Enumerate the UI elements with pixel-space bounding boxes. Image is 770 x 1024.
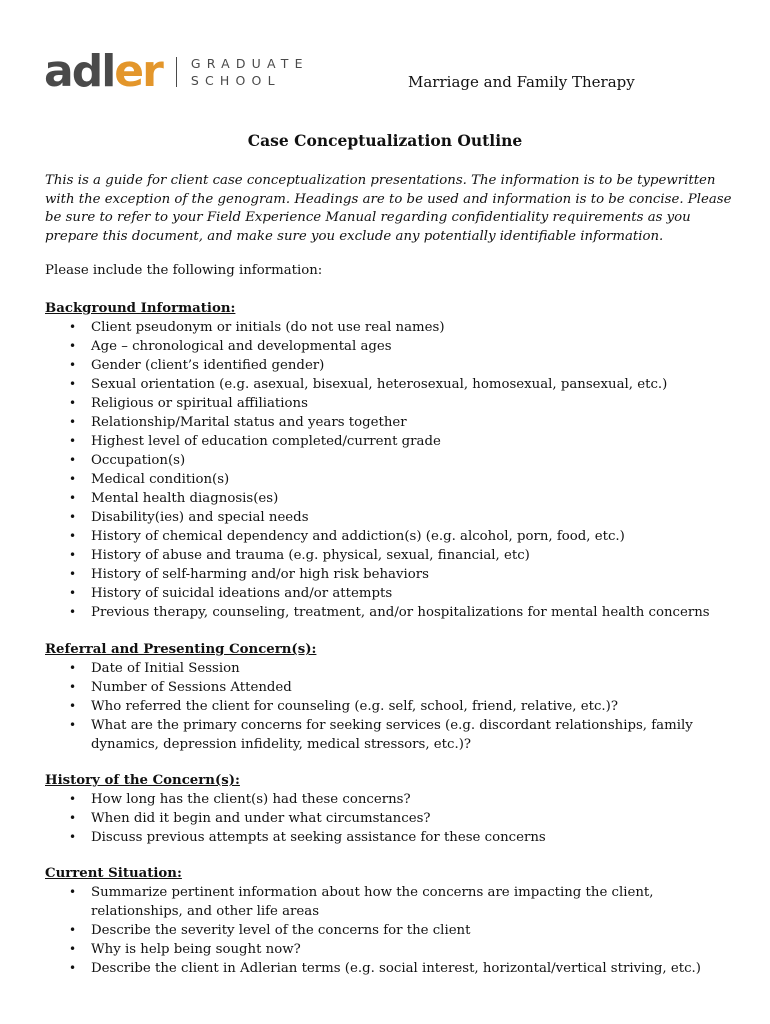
list-item-text: Client pseudonym or initials (do not use real names) xyxy=(91,320,445,335)
list-item xyxy=(45,940,735,959)
document-title: Case Conceptualization Outline xyxy=(247,131,523,150)
bullet-list xyxy=(45,790,735,847)
list-item-text: How long has the client(s) had these concerns? xyxy=(91,792,411,807)
bullet-icon: • xyxy=(69,885,77,899)
list-item-text: Date of Initial Session xyxy=(91,661,240,676)
logo-line-school: SCHOOL xyxy=(190,73,281,88)
logo-subtitle xyxy=(191,55,309,89)
list-item-text: Describe the severity level of the concerns for the client xyxy=(91,923,471,938)
logo-divider xyxy=(176,57,177,87)
bullet-icon: • xyxy=(69,811,77,825)
bullet-icon: • xyxy=(69,548,77,562)
list-item xyxy=(45,697,735,716)
list-item xyxy=(45,959,735,978)
bullet-icon: • xyxy=(69,942,77,956)
list-item-text: Age – chronological and developmental ages xyxy=(91,339,392,354)
section-heading: Current Situation: xyxy=(45,866,182,881)
list-item xyxy=(45,565,735,584)
logo-wordmark xyxy=(44,46,162,97)
bullet-icon: • xyxy=(69,923,77,937)
list-item-text: Highest level of education completed/current grade xyxy=(91,434,441,449)
list-item-text: History of suicidal ideations and/or attempts xyxy=(91,586,393,601)
logo-word-main: adl xyxy=(44,46,115,97)
bullet-icon: • xyxy=(69,830,77,844)
include-instruction: Please include the following information: xyxy=(45,263,323,278)
list-item-text: Describe the client in Adlerian terms (e.g. social interest, horizontal/vertical striving, etc.) xyxy=(91,961,701,976)
logo-word-accent: er xyxy=(114,46,162,97)
bullet-icon: • xyxy=(69,358,77,372)
list-item xyxy=(45,716,735,754)
bullet-list xyxy=(45,659,735,754)
bullet-icon: • xyxy=(69,529,77,543)
list-item xyxy=(45,451,735,470)
list-item xyxy=(45,603,735,622)
bullet-icon: • xyxy=(69,339,77,353)
bullet-icon: • xyxy=(69,415,77,429)
list-item-text: Number of Sessions Attended xyxy=(91,680,292,695)
bullet-icon: • xyxy=(69,680,77,694)
list-item-text: Religious or spiritual affiliations xyxy=(91,396,308,411)
section-heading: Referral and Presenting Concern(s): xyxy=(45,642,317,657)
list-item-text: Why is help being sought now? xyxy=(91,942,301,957)
list-item-text: When did it begin and under what circumstances? xyxy=(91,811,431,826)
list-item xyxy=(45,337,735,356)
list-item-text: Previous therapy, counseling, treatment, and/or hospitalizations for mental health concerns xyxy=(91,605,710,620)
list-item-text: Discuss previous attempts at seeking assistance for these concerns xyxy=(91,830,546,845)
section-heading: Background Information: xyxy=(45,301,236,316)
list-item-text: Gender (client’s identified gender) xyxy=(91,358,325,373)
list-item xyxy=(45,394,735,413)
list-item-text: History of chemical dependency and addiction(s) (e.g. alcohol, porn, food, etc.) xyxy=(91,529,625,544)
list-item-text: What are the primary concerns for seeking services (e.g. discordant relationships, family dynamics, depression infidelity, medical stressors, etc.)? xyxy=(91,718,693,752)
bullet-icon: • xyxy=(69,396,77,410)
bullet-icon: • xyxy=(69,434,77,448)
list-item xyxy=(45,508,735,527)
list-item xyxy=(45,546,735,565)
list-item xyxy=(45,809,735,828)
list-item xyxy=(45,318,735,337)
list-item xyxy=(45,828,735,847)
list-item xyxy=(45,921,735,940)
section-referral xyxy=(45,640,735,754)
list-item-text: Relationship/Marital status and years together xyxy=(91,415,407,430)
list-item xyxy=(45,883,735,921)
list-item-text: Who referred the client for counseling (e.g. self, school, friend, relative, etc.)? xyxy=(91,699,618,714)
bullet-icon: • xyxy=(69,605,77,619)
bullet-icon: • xyxy=(69,453,77,467)
list-item xyxy=(45,678,735,697)
bullet-icon: • xyxy=(69,961,77,975)
section-background xyxy=(45,299,735,622)
section-history xyxy=(45,771,735,847)
list-item xyxy=(45,432,735,451)
bullet-icon: • xyxy=(69,792,77,806)
list-item-text: Disability(ies) and special needs xyxy=(91,510,309,525)
adler-logo xyxy=(44,46,309,97)
list-item xyxy=(45,375,735,394)
section-heading: History of the Concern(s): xyxy=(45,773,240,788)
bullet-icon: • xyxy=(69,586,77,600)
list-item xyxy=(45,356,735,375)
bullet-icon: • xyxy=(69,472,77,486)
intro-paragraph: This is a guide for client case conceptualization presentations. The information is to be typewritten with the exception of the genogram. Headings are to be used and information is to be concise. Please be sure to refer to your Field Experience Manual regarding confidentiality requirements as you prepare this document, and make sure you exclude any potentially identifiable information. xyxy=(45,173,732,244)
bullet-list xyxy=(45,883,735,978)
list-item-text: Sexual orientation (e.g. asexual, bisexual, heterosexual, homosexual, pansexual, etc.) xyxy=(91,377,668,392)
bullet-icon: • xyxy=(69,567,77,581)
bullet-icon: • xyxy=(69,510,77,524)
bullet-icon: • xyxy=(69,699,77,713)
list-item-text: Mental health diagnosis(es) xyxy=(91,491,279,506)
list-item xyxy=(45,527,735,546)
list-item xyxy=(45,470,735,489)
list-item xyxy=(45,659,735,678)
list-item-text: Summarize pertinent information about how the concerns are impacting the client, relationships, and other life areas xyxy=(91,885,654,919)
list-item-text: Medical condition(s) xyxy=(91,472,230,487)
bullet-icon: • xyxy=(69,377,77,391)
logo-line-graduate: GRADUATE xyxy=(190,56,309,71)
bullet-icon: • xyxy=(69,320,77,334)
list-item-text: History of self-harming and/or high risk behaviors xyxy=(91,567,429,582)
section-current-situation xyxy=(45,864,735,978)
department-name: Marriage and Family Therapy xyxy=(408,73,635,91)
bullet-list xyxy=(45,318,735,622)
list-item xyxy=(45,413,735,432)
bullet-icon: • xyxy=(69,661,77,675)
bullet-icon: • xyxy=(69,491,77,505)
list-item-text: History of abuse and trauma (e.g. physical, sexual, financial, etc) xyxy=(91,548,530,563)
list-item-text: Occupation(s) xyxy=(91,453,186,468)
list-item xyxy=(45,790,735,809)
list-item xyxy=(45,584,735,603)
list-item xyxy=(45,489,735,508)
bullet-icon: • xyxy=(69,718,77,732)
